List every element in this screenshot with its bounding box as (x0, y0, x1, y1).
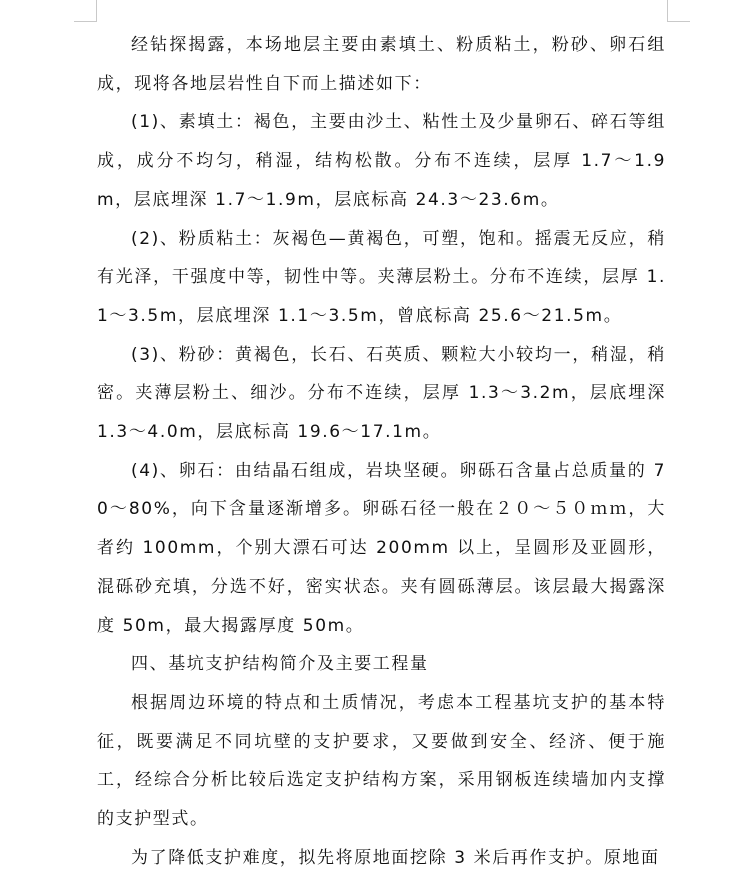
paragraph-stratum-1-fill-soil: (1)、素填土：褐色，主要由沙土、粘性土及少量卵石、碎石等组成，成分不均匀，稍湿，结构松散。分布不连续，层厚 1.7～1.9m，层底埋深 1.7～1.9m，层底标高 24.3～23.6m。 (97, 112, 666, 210)
document-body[interactable] (97, 26, 666, 877)
paragraph-stratum-4-pebble: (4)、卵石：由结晶石组成，岩块坚硬。卵砾石含量占总质量的 70～80%，向下含量逐渐增多。卵砾石径一般在２０～５０ｍｍ，大者约 100mm，个别大漂石可达 200mm 以上，呈圆形及亚圆形，混砾砂充填，分选不好，密实状态。夹有圆砾薄层。该层最大揭露深度 50m，最大揭露厚度 50m。 (97, 460, 666, 636)
paragraph-stratum-intro: 经钻探揭露，本场地层主要由素填土、粉质粘土，粉砂、卵石组成，现将各地层岩性自下而上描述如下： (97, 35, 666, 94)
paragraph-support-difficulty: 为了降低支护难度，拟先将原地面挖除 3 米后再作支护。原地面 (131, 847, 660, 868)
section-heading: 四、基坑支护结构简介及主要工程量 (131, 654, 429, 675)
crop-mark-top-right-horizontal (668, 21, 690, 22)
crop-mark-top-left-vertical (96, 0, 97, 22)
paragraph-stratum-3-silty-sand: (3)、粉砂：黄褐色，长石、石英质、颗粒大小较均一，稍湿，稍密。夹薄层粉土、细沙。分布不连续，层厚 1.3～3.2m，层底埋深 1.3～4.0m，层底标高 19.6～17.1m。 (97, 344, 666, 443)
crop-mark-top-right-vertical (667, 0, 668, 22)
paragraph-support-scheme: 根据周边环境的特点和土质情况，考虑本工程基坑支护的基本特征，既要满足不同坑壁的支护要求，又要做到安全、经济、便于施工，经综合分析比较后选定支护结构方案，采用钢板连续墙加内支撑的支护型式。 (97, 692, 666, 830)
paragraph-stratum-2-silty-clay: (2)、粉质粘土：灰褐色—黄褐色，可塑，饱和。摇震无反应，稍有光泽，干强度中等，韧性中等。夹薄层粉土。分布不连续，层厚 1.1～3.5m，层底埋深 1.1～3.5m，曾底标高 25.6～21.5m。 (97, 228, 666, 326)
crop-mark-top-left-horizontal (74, 21, 96, 22)
